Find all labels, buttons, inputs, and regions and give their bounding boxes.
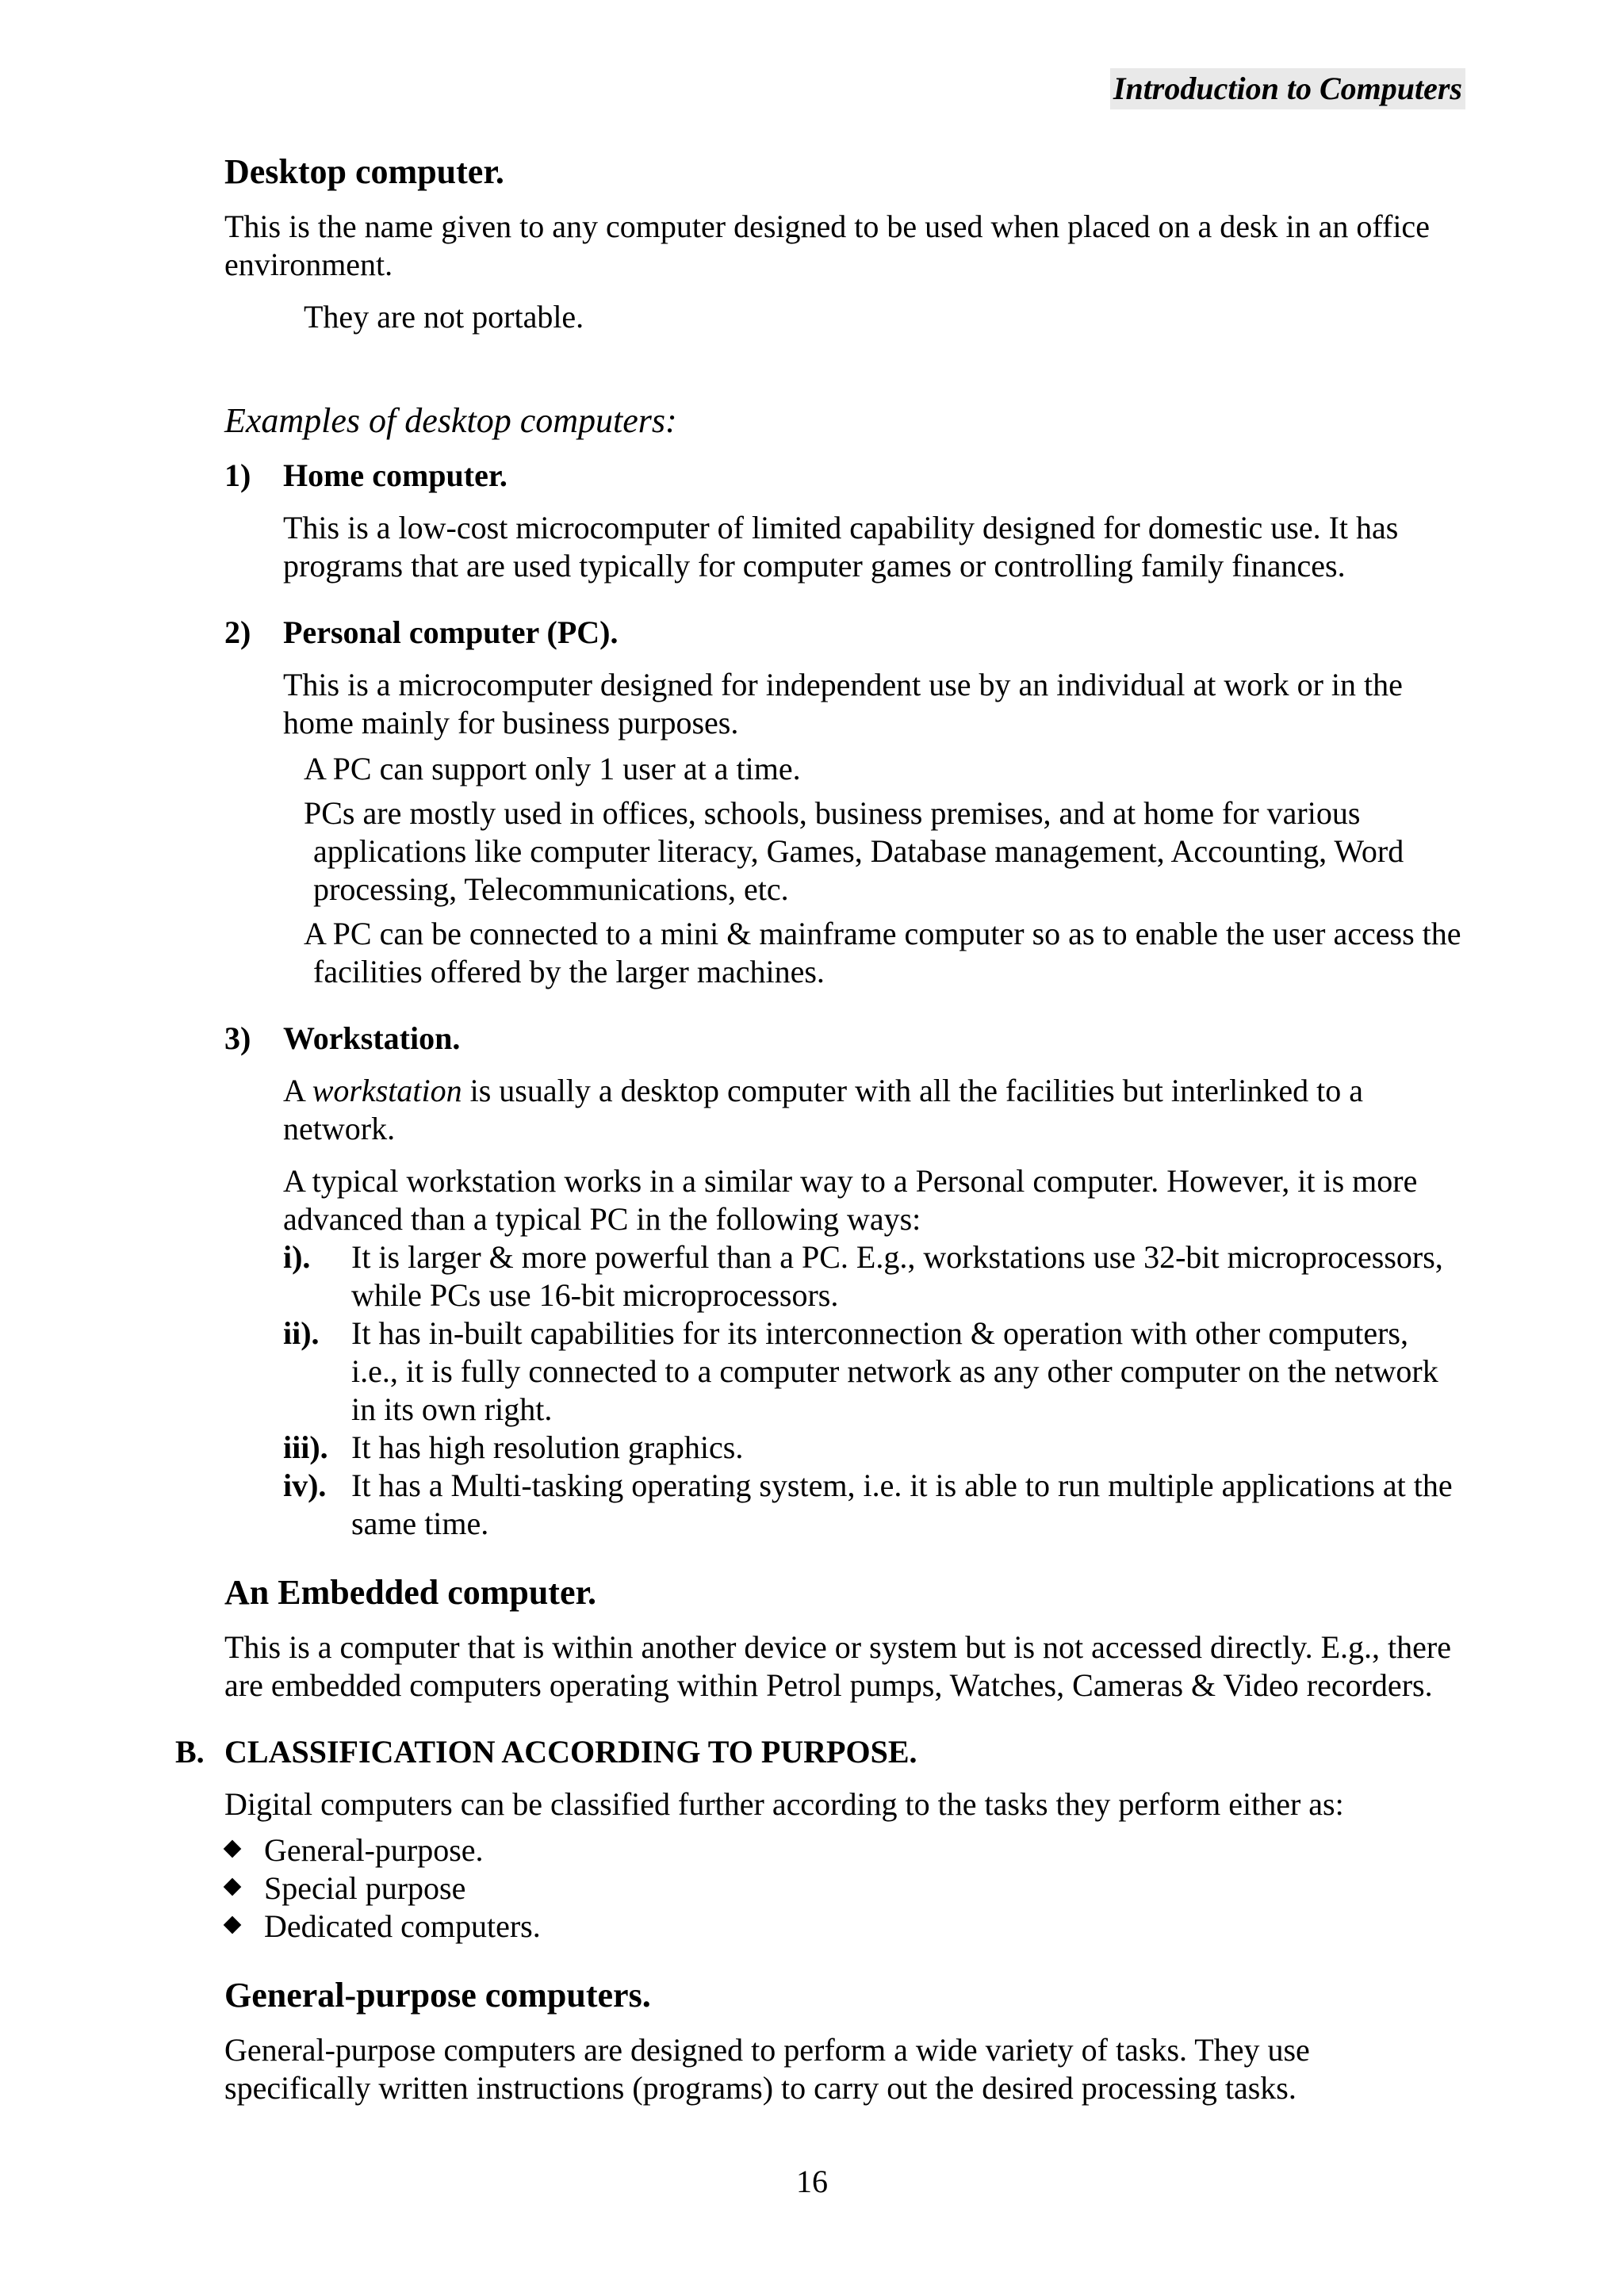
example-home-computer <box>224 457 1461 585</box>
workstation-definition: A workstation is usually a desktop computer with all the facilities but interlinked to a network. <box>283 1073 1363 1146</box>
list-item: Dedicated computers. <box>224 1908 1461 1946</box>
pc-point: PCs are mostly used in offices, schools, business premises, and at home for various applications like computer literacy, Games, Database management, Accounting, Word processing, Telecommunications, etc. <box>304 795 1404 907</box>
examples-title: Examples of desktop computers: <box>224 401 677 440</box>
section-title: CLASSIFICATION ACCORDING TO PURPOSE. <box>224 1734 917 1770</box>
example-number: 2) <box>224 614 251 650</box>
desktop-definition: This is the name given to any computer designed to be used when placed on a desk in an office environment. <box>224 209 1430 282</box>
section-b-intro: Digital computers can be classified further according to the tasks they perform either as: <box>224 1786 1344 1822</box>
page-content <box>175 151 1461 2107</box>
example-personal-computer <box>224 614 1461 991</box>
way-item: ii). It has in-built capabilities for its interconnection & operation with other computers, i.e., it is fully connected to a computer network as any other computer on the network in its own right. <box>283 1315 1438 1427</box>
example-text: This is a low-cost microcomputer of limited capability designed for domestic use. It has programs that are used typically for computer games or controlling family finances. <box>283 510 1399 584</box>
desktop-heading: Desktop computer. <box>224 152 504 191</box>
example-number: 1) <box>224 457 251 493</box>
example-title: Home computer. <box>283 457 508 493</box>
workstation-term: workstation <box>312 1073 462 1108</box>
workstation-ways-list <box>283 1238 1461 1543</box>
way-item: iv). It has a Multi-tasking operating system, i.e. it is able to run multiple applications at the same time. <box>283 1468 1453 1541</box>
diamond-bullet-icon <box>224 1840 242 1858</box>
example-number: 3) <box>224 1020 251 1056</box>
list-item: General-purpose. <box>224 1831 1461 1869</box>
embedded-text: This is a computer that is within another device or system but is not accessed directly. E.g., there are embedded computers operating within Petrol pumps, Watches, Cameras & Video recorders. <box>224 1629 1451 1703</box>
way-item: iii). It has high resolution graphics. <box>283 1429 744 1465</box>
pc-point: A PC can support only 1 user at a time. <box>304 751 801 786</box>
workstation-comparison: A typical workstation works in a similar way to a Personal computer. However, it is more advanced than a typical PC in the following ways: <box>283 1163 1418 1237</box>
way-item: i). It is larger & more powerful than a PC. E.g., workstations use 32-bit microprocessors, while PCs use 16-bit microprocessors. <box>283 1239 1443 1313</box>
desktop-note: They are not portable. <box>304 299 584 335</box>
page-number: 16 <box>796 2164 828 2199</box>
diamond-bullet-icon <box>224 1878 242 1896</box>
embedded-heading: An Embedded computer. <box>224 1573 596 1612</box>
example-title: Workstation. <box>283 1020 461 1056</box>
general-purpose-heading: General-purpose computers. <box>224 1976 651 2015</box>
general-purpose-text: General-purpose computers are designed to perform a wide variety of tasks. They use specifically written instructions (programs) to carry out the desired processing tasks. <box>224 2032 1310 2106</box>
section-b-heading <box>175 1733 1461 1771</box>
pc-point: A PC can be connected to a mini & mainframe computer so as to enable the user access the facilities offered by the larger machines. <box>304 916 1461 989</box>
diamond-bullet-icon <box>224 1916 242 1934</box>
running-header: Introduction to Computers <box>1110 68 1465 109</box>
purpose-list <box>224 1831 1461 1946</box>
example-workstation <box>224 1020 1461 1543</box>
example-text: This is a microcomputer designed for independent use by an individual at work or in the home mainly for business purposes. <box>283 667 1403 740</box>
section-label: B. <box>175 1734 205 1770</box>
example-title: Personal computer (PC). <box>283 614 619 650</box>
list-item: Special purpose <box>224 1869 1461 1908</box>
